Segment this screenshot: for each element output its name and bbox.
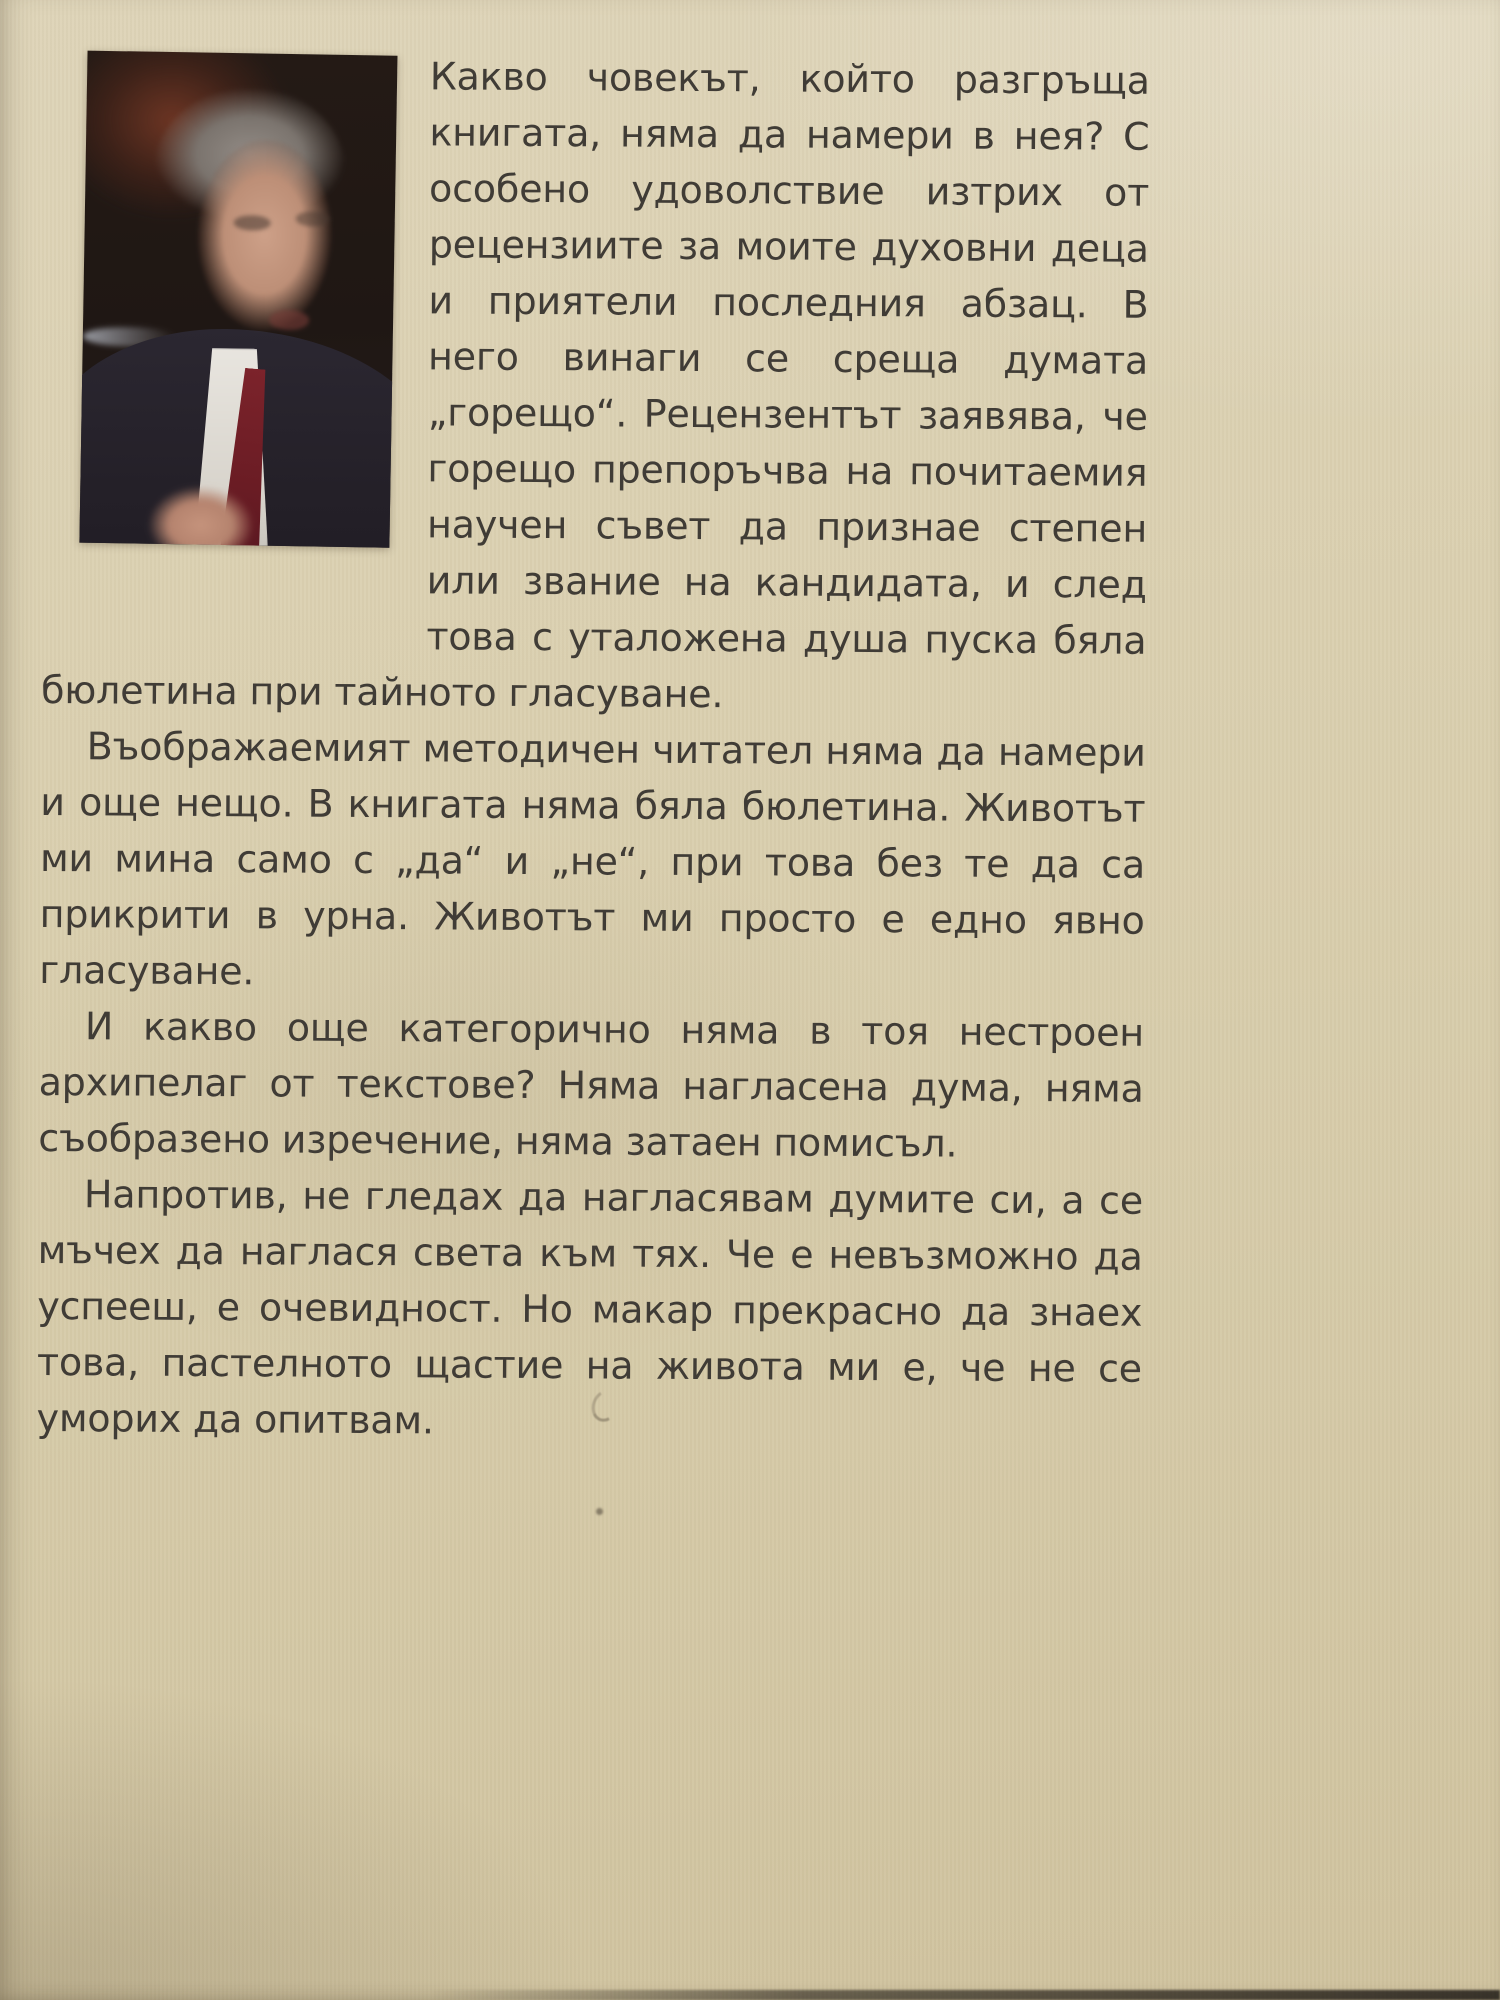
portrait-mouth bbox=[269, 310, 310, 330]
paragraph-2: Въображаемият методичен читател няма да намери и още нещо. В книгата няма бяла бюлетина. Животът ми мина само с „да“ и „не“, при това без те да са прикрити в урна. Животът ми просто е едно явно гласуване. bbox=[39, 724, 1146, 994]
paragraph-1: Какво човекът, който разгръща книгата, няма да намери в нея? С особено удоволствие изтрих от рецензиите за моите духовни деца и приятели последния абзац. В него винаги се среща думата „горещо“. Рецензентът заявява, че горещо препоръчва на почитаемия научен съвет да признае степен или звание на кандидата, и след това с уталожена душа пуска бяла бюлетина при тайното гласуване. bbox=[40, 54, 1150, 717]
paper-speck bbox=[596, 1508, 603, 1515]
portrait-photo bbox=[79, 51, 397, 548]
paragraph-3: И какво още категорично няма в тоя нестроен архипелаг от текстове? Няма нагласена дума, няма съобразено изречение, няма затаен помисъл. bbox=[38, 1004, 1145, 1166]
page-bottom-edge-shadow bbox=[430, 1990, 1500, 2000]
portrait-face bbox=[194, 136, 340, 355]
paragraph-4: Напротив, не гледах да нагласявам думите си, а се мъчех да наглася света към тях. Че е невъзможно да успееш, е очевидност. Но макар прекрасно да знаех това, пастелното щастие на живота ми е, че не се уморих да опитвам. bbox=[36, 1172, 1144, 1443]
body-text bbox=[36, 46, 1150, 1453]
